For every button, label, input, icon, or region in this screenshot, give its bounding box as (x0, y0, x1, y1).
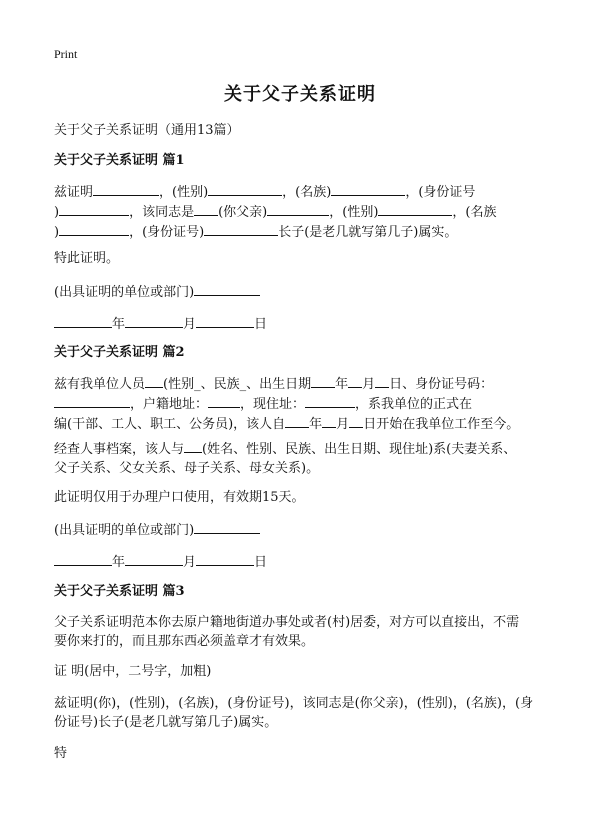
section-2-paragraph-1: 兹有我单位人员 (性别_、民族_、出生日期 年 月 日、身份证号码： ，户籍地址： ，现住址： ，系我单位的正式在 编(干部、工人、职工、公务员)，该人自 年 月 日开始在我单位工作至今。 (54, 374, 550, 434)
blank-field (204, 222, 278, 236)
blank-field (125, 314, 183, 328)
section-2-heading: 关于父子关系证明 篇2 (54, 345, 185, 360)
blank-field (54, 552, 112, 566)
blank-field (378, 202, 452, 216)
section-3-paragraph-4: 特 (54, 746, 68, 761)
document-subtitle: 关于父子关系证明（通用13篇） (54, 123, 240, 138)
blank-field (348, 374, 362, 388)
blank-field (285, 414, 309, 428)
blank-field (194, 202, 218, 216)
section-1-special: 特此证明。 (54, 251, 120, 266)
blank-field (59, 222, 129, 236)
blank-field (311, 374, 335, 388)
blank-field (196, 314, 254, 328)
section-1-paragraph-1: 兹证明 ，(性别) ，(名族) ，(身份证号 ) ，该同志是 (你父亲) ，(性别) ，(名族 ) ，(身份证号) 长子(是老几就写第几子)属实。 (54, 182, 550, 242)
section-2-date: 年 月 日 (54, 552, 550, 572)
blank-field (194, 282, 260, 296)
section-1-heading: 关于父子关系证明 篇1 (54, 153, 185, 168)
blank-field (194, 520, 260, 534)
section-1-issuer: (出具证明的单位或部门) (54, 282, 550, 302)
section-3-paragraph-1: 父子关系证明范本你去原户籍地街道办事处或者(村)居委，对方可以直接出，不需 要你来打的，而且那东西必须盖章才有效果。 (54, 615, 520, 649)
blank-field (349, 414, 363, 428)
blank-field (125, 552, 183, 566)
blank-field (322, 414, 336, 428)
blank-field (208, 182, 282, 196)
blank-field (93, 182, 159, 196)
page-title: 关于父子关系证明 (224, 84, 376, 105)
section-2-paragraph-3: 此证明仅用于办理户口使用，有效期15天。 (54, 490, 305, 505)
blank-field (59, 202, 129, 216)
section-1-date: 年 月 日 (54, 314, 550, 334)
print-label: Print (54, 47, 78, 61)
section-3-paragraph-3: 兹证明(你)，(性别)，(名族)，(身份证号)，该同志是(你父亲)，(性别)，(名族)，(身 份证号)长子(是老几就写第几子)属实。 (54, 696, 534, 730)
blank-field (54, 394, 130, 408)
section-2-paragraph-2: 经查人事档案，该人与 (姓名、性别、民族、出生日期、现住址)系(夫妻关系、 父子关系、父女关系、母子关系、母女关系)。 (54, 439, 550, 478)
blank-field (145, 374, 163, 388)
blank-field (196, 552, 254, 566)
blank-field (208, 394, 240, 408)
blank-field (305, 394, 355, 408)
blank-field (54, 314, 112, 328)
blank-field (267, 202, 329, 216)
blank-field (331, 182, 405, 196)
blank-field (375, 374, 389, 388)
section-3-heading: 关于父子关系证明 篇3 (54, 584, 185, 599)
blank-field (184, 439, 202, 453)
section-3-paragraph-2: 证 明(居中，二号字，加粗) (54, 664, 212, 679)
section-2-issuer: (出具证明的单位或部门) (54, 520, 550, 540)
